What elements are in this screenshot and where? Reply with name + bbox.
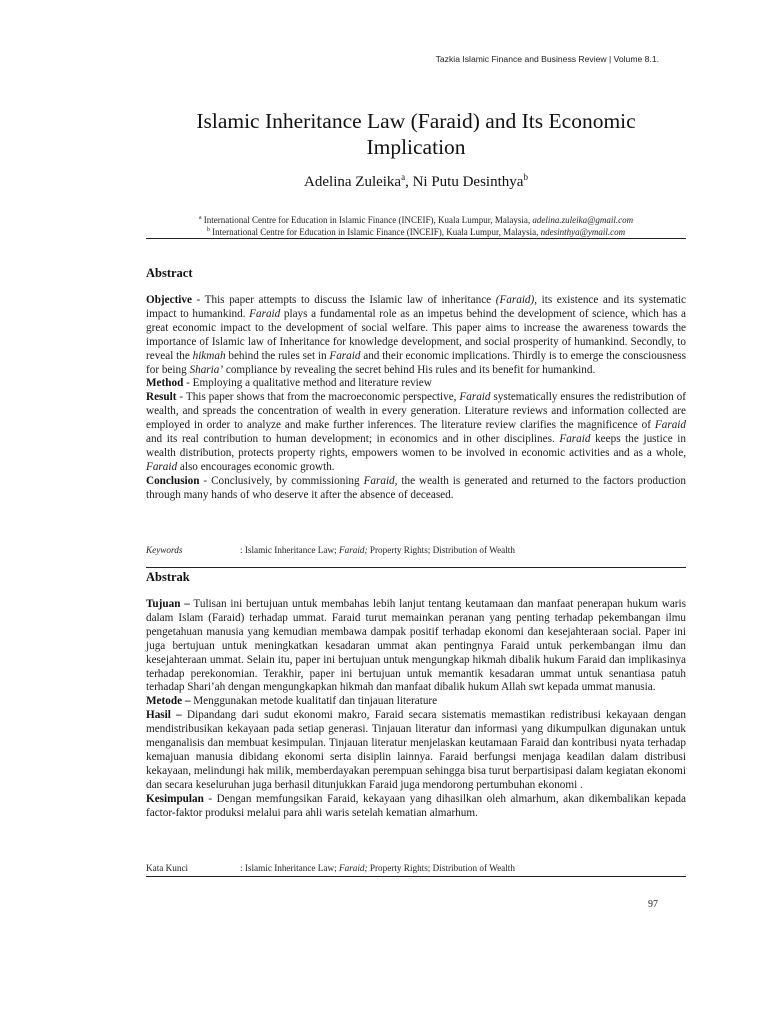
affiliation-location: , Kuala Lumpur, Malaysia, — [441, 227, 541, 237]
running-head: Tazkia Islamic Finance and Business Review | Volume 8.1. — [435, 54, 659, 64]
abstract-emphasis: (Faraid), — [495, 294, 538, 306]
abstract-text: - This paper shows that from the macroeconomic perspective, — [176, 391, 460, 404]
kata-kunci-value — [240, 863, 515, 873]
hasil-label: Hasil – — [146, 709, 182, 722]
abstract-emphasis: Faraid — [329, 349, 361, 362]
keywords-text: : Islamic Inheritance Law; — [240, 545, 339, 555]
abstract-text: keeps the justice in wealth distribution, protects property rights, empowers women to be involved in economic activities and as a whole, — [146, 433, 686, 459]
abstrak-text: - Dengan memfungsikan Faraid, kekayaan yang dihasilkan oleh almarhum, akan dikembalikan kepada factor-faktor produksi melalui para ahli waris setelah kematian almarhum. — [146, 792, 686, 819]
abstract-emphasis: Faraid — [249, 307, 281, 320]
abstract-text: plays a fundamental role as an impetus behind the development of science, which has a great economic impact to the development of social welfare. This paper aims to increase the awareness towards the importance of Islamic law of Inheritance for knowledge development, and social prosperity of humankind. Secondly, to reveal the — [146, 307, 686, 362]
affiliation-mark: a — [198, 215, 202, 221]
abstrak-tujuan-paragraph — [146, 598, 686, 695]
affiliation-institution: International Centre for Education in Islamic Finance (INCEIF) — [203, 215, 434, 225]
author-affiliation-mark: b — [523, 172, 528, 182]
abstrak-hasil-paragraph — [146, 709, 686, 792]
abstract-text: and its real contribution to human development; in economics and in other disciplines. — [146, 433, 560, 446]
affiliation-institution: International Centre for Education in Islamic Finance (INCEIF) — [212, 227, 442, 237]
abstract-heading: Abstract — [146, 266, 193, 280]
author-list — [146, 172, 686, 191]
abstract-emphasis: Sharia’ — [189, 363, 224, 376]
method-label: Method — [146, 377, 184, 390]
author-name: Adelina Zuleika — [304, 174, 402, 190]
author-affiliation-mark: a — [401, 172, 406, 182]
abstract-text: - This paper attempts to discuss the Islamic law of inheritance — [191, 294, 496, 306]
result-label: Result — [146, 391, 177, 404]
abstract-text: behind the rules set in — [225, 349, 330, 362]
keywords-text: : Islamic Inheritance Law; — [240, 863, 339, 873]
divider-rule — [146, 876, 686, 877]
abstract-body-id — [146, 598, 686, 821]
abstrak-metode-paragraph — [146, 695, 686, 709]
kesimpulan-label: Kesimpulan — [146, 792, 204, 805]
conclusion-label: Conclusion — [146, 474, 200, 487]
author-name: Ni Putu Desinthya — [412, 174, 524, 190]
abstract-method-paragraph — [146, 377, 686, 391]
abstrak-heading: Abstrak — [146, 570, 190, 584]
keywords-text: Property Rights; Distribution of Wealth — [367, 863, 515, 873]
abstrak-text: Dipandang dari sudut ekonomi makro, Faraid secara sistematis memastikan redistribusi kekayaan dengan mendistribusikan kekayaan pada setiap generasi. Tinjauan literatur dan informasi yang dikumpulkan digunakan untuk menganalisis dan membuat kesimpulan. Tinjauan literatur menjelaskan keutamaan Faraid dan kontribusi nyata terhadap kemajuan manusia dibidang ekonomi serta disiplin lainnya. Faraid berfungsi menjaga keadilan dalam distribusi kekayaan, melindungi hak milik, memberdayakan perempuan sehingga bisa turut berpartisipasi dalam kegiatan ekonomi dan secara keseluruhan juga berhasil ditunjukkan Faraid juga mendorong pertumbuhan ekonomi . — [146, 709, 686, 791]
abstract-emphasis: Faraid — [654, 419, 686, 432]
abstract-text: its existence and its systematic impact to humankind. — [146, 294, 687, 320]
abstract-objective-paragraph — [146, 294, 686, 377]
metode-label: Metode – — [146, 695, 191, 708]
abstract-emphasis: Faraid — [559, 433, 591, 446]
abstrak-kesimpulan-paragraph — [146, 793, 686, 821]
keywords-emphasis: Faraid; — [338, 863, 368, 873]
abstract-emphasis: Faraid, — [363, 474, 398, 487]
abstract-text: the wealth is generated and returned to the factors production through many hands of who deserve it after the absence of deceased. — [146, 474, 686, 501]
affiliation-b — [146, 224, 686, 238]
article-title: Islamic Inheritance Law (Faraid) and Its Economic Implication — [196, 109, 636, 159]
abstrak-text: Tulisan ini bertujuan untuk membahas lebih lanjut tentang keutamaan dan manfaat penerapan hukum waris dalam Islam (Faraid) terhadap ummat. Faraid turut memainkan peranan yang penting terhadap pekembangan ilmu pengetahuan manusia yang kemudian membawa dampak positif terhadap ekonomi dan kesejahteraan social. Paper ini juga bertujuan untuk meningkatkan kesadaran ummat akan pentingnya Faraid untuk perkembangan ilmu dan kesejahteraan ummat. Selain itu, paper ini bertujuan untuk mengungkap hikmah dibalik hukum Faraid dan implikasinya terhadap perekonomian. Terakhir, paper ini bertujuan untuk memantik kesadaran ummat untuk senantiasa patuh terhadap Shari’ah dengan mengungkapkan hikmah dan manfaat dibalik hukum Allah swt kepada ummat manusia. — [146, 598, 686, 694]
abstract-emphasis: Faraid — [459, 391, 491, 404]
divider-rule — [146, 567, 686, 568]
affiliation-mark: b — [206, 227, 210, 233]
tujuan-label: Tujuan – — [146, 598, 190, 610]
keywords-text: Property Rights; Distribution of Wealth — [367, 545, 515, 555]
abstract-emphasis: hikmah — [192, 349, 226, 362]
abstract-text: - Employing a qualitative method and literature review — [183, 377, 432, 390]
author-email[interactable]: adelina.zuleika@gmail.com — [532, 215, 634, 225]
abstract-emphasis: Faraid — [146, 460, 178, 473]
abstrak-text: Menggunakan metode kualitatif dan tinjauan literature — [190, 695, 438, 708]
keywords-emphasis: Faraid; — [338, 545, 368, 555]
divider-rule — [146, 238, 686, 239]
page-number: 97 — [648, 899, 658, 910]
abstract-text: also encourages economic growth. — [177, 460, 335, 473]
kata-kunci-label: Kata Kunci — [146, 863, 189, 873]
abstract-text: - Conclusively, by commissioning — [199, 474, 364, 487]
objective-label: Objective — [146, 294, 192, 306]
abstract-text: compliance by revealing the secret behind His rules and its benefit for humankind. — [223, 363, 596, 376]
abstract-conclusion-paragraph — [146, 475, 686, 503]
author-separator: , — [405, 174, 413, 190]
abstract-text: systematically ensures the redistribution of wealth, and spreads the concentration of wealth in every generation. Literature reviews and information collected are employed in order to analyze and make further inferences. The literature review clarifies the magnificence of — [146, 391, 686, 432]
keywords-value — [240, 545, 515, 555]
affiliation-location: , Kuala Lumpur, Malaysia, — [433, 215, 533, 225]
abstract-text: and their economic implications. Thirdly is to emerge the consciousness for being — [146, 349, 686, 376]
keywords-label: Keywords — [146, 545, 183, 555]
abstract-result-paragraph — [146, 391, 686, 474]
abstract-body-en — [146, 294, 686, 503]
author-email[interactable]: ndesinthya@ymail.com — [540, 227, 626, 237]
